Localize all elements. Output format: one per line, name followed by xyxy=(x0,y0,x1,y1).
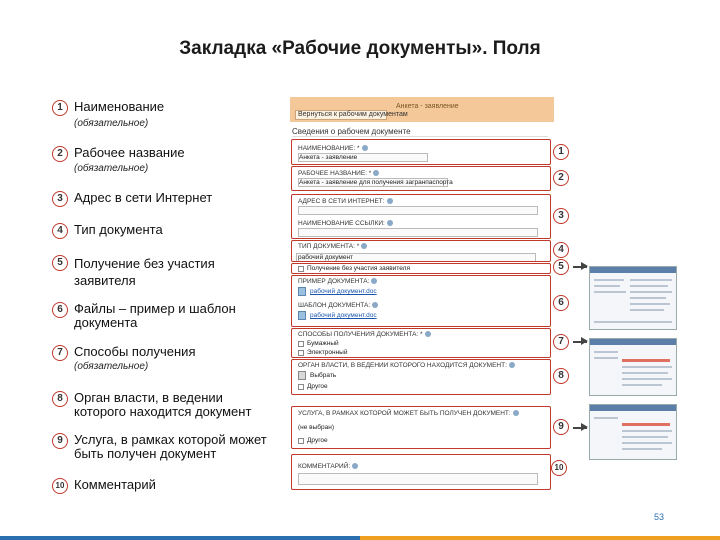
list-item-note: (обязательное) xyxy=(74,118,149,129)
name-value: Анкета - заявление xyxy=(299,154,358,161)
file-dialog-thumbnail xyxy=(589,266,677,330)
list-item-label: Услуга, в рамках которой может быть получен документ xyxy=(74,432,267,461)
work-name-value: Анкета - заявление для получения загранпаспорта xyxy=(299,179,453,186)
list-item-label: Способы получения xyxy=(74,344,196,359)
paper-method-label: Бумажный xyxy=(307,340,339,347)
marker-badge: 8 xyxy=(553,368,569,384)
url-name-field-label: НАИМЕНОВАНИЕ ССЫЛКИ: xyxy=(298,220,393,227)
service-dialog-thumbnail xyxy=(589,404,677,460)
highlight-box-8 xyxy=(291,359,551,395)
service-field-label: УСЛУГА, В РАМКАХ КОТОРОЙ МОЖЕТ БЫТЬ ПОЛУЧЕН ДОКУМЕНТ: xyxy=(298,410,519,417)
number-badge: 6 xyxy=(52,302,68,318)
list-item-label: Адрес в сети Интернет xyxy=(74,190,213,205)
marker-badge: 3 xyxy=(553,208,569,224)
slide-title: Закладка «Рабочие документы». Поля xyxy=(179,38,541,59)
page-number: 53 xyxy=(653,512,664,522)
name-field-label: НАИМЕНОВАНИЕ: * xyxy=(298,145,368,152)
marker-badge: 6 xyxy=(553,295,569,311)
breadcrumb: Анкета - заявление xyxy=(396,103,459,110)
highlight-box-10 xyxy=(291,454,551,490)
list-item-note: (обязательное) xyxy=(74,163,149,174)
authority-dialog-thumbnail xyxy=(589,338,677,396)
type-value: рабочий документ xyxy=(298,254,354,261)
number-badge: 1 xyxy=(52,100,68,116)
number-badge: 7 xyxy=(52,345,68,361)
footer-stripe xyxy=(0,536,720,540)
electronic-method-label: Электронный xyxy=(307,349,348,356)
url-field-label: АДРЕС В СЕТИ ИНТЕРНЕТ: xyxy=(298,198,393,205)
marker-badge: 5 xyxy=(553,259,569,275)
work-name-field-label: РАБОЧЕЕ НАЗВАНИЕ: * xyxy=(298,170,379,177)
list-item-note: (обязательное) xyxy=(74,361,149,372)
marker-badge: 10 xyxy=(551,460,567,476)
marker-badge: 9 xyxy=(553,419,569,435)
marker-badge: 1 xyxy=(553,144,569,160)
service-other-label: Другое xyxy=(307,437,328,444)
list-item-label: Наименование xyxy=(74,99,165,114)
comment-field-label: КОММЕНТАРИЙ: xyxy=(298,463,358,470)
number-badge: 4 xyxy=(52,223,68,239)
number-badge: 10 xyxy=(52,478,68,494)
marker-badge: 2 xyxy=(553,170,569,186)
type-field-label: ТИП ДОКУМЕНТА: * xyxy=(298,243,367,250)
list-item-label: Орган власти, в ведении которого находится документ xyxy=(74,390,252,419)
highlight-box-6 xyxy=(291,275,551,327)
marker-badge: 7 xyxy=(553,334,569,350)
number-badge: 8 xyxy=(52,391,68,407)
arrow xyxy=(573,341,587,343)
methods-field-label: СПОСОБЫ ПОЛУЧЕНИЯ ДОКУМЕНТА: * xyxy=(298,331,431,338)
authority-field-label: ОРГАН ВЛАСТИ, В ВЕДЕНИИ КОТОРОГО НАХОДИТСЯ ДОКУМЕНТ: xyxy=(298,362,515,369)
template-field-label: ШАБЛОН ДОКУМЕНТА: xyxy=(298,302,378,309)
highlight-box-3 xyxy=(291,194,551,239)
number-badge: 9 xyxy=(52,433,68,449)
list-item-label: Рабочее название xyxy=(74,145,185,160)
list-item-label: Получение без участия заявителя xyxy=(74,256,215,288)
authority-select-button[interactable]: Выбрать xyxy=(310,372,337,379)
back-to-documents-button[interactable]: Вернуться к рабочим документам xyxy=(295,110,387,120)
arrow xyxy=(573,266,587,268)
section-title: Сведения о рабочем документе xyxy=(292,127,411,136)
service-value[interactable]: (не выбран) xyxy=(298,424,335,431)
number-badge: 5 xyxy=(52,255,68,271)
highlight-box-7 xyxy=(291,328,551,358)
list-item-label: Тип документа xyxy=(74,222,163,237)
number-badge: 3 xyxy=(52,191,68,207)
example-file-link[interactable]: рабочий документ.doc xyxy=(310,288,377,295)
template-file-link[interactable]: рабочий документ.doc xyxy=(310,312,377,319)
highlight-box-5 xyxy=(291,263,551,274)
highlight-box-1 xyxy=(291,139,551,165)
number-badge: 2 xyxy=(52,146,68,162)
no-applicant-label: Получение без участия заявителя xyxy=(307,265,410,272)
list-item-label: Файлы – пример и шаблон документа xyxy=(74,301,236,330)
arrow xyxy=(573,427,587,429)
divider xyxy=(292,136,548,137)
marker-badge: 4 xyxy=(553,242,569,258)
highlight-box-9 xyxy=(291,406,551,449)
highlight-box-4 xyxy=(291,240,551,262)
highlight-box-2 xyxy=(291,166,551,191)
list-item-label: Комментарий xyxy=(74,477,156,492)
authority-other-label: Другое xyxy=(307,383,328,390)
example-field-label: ПРИМЕР ДОКУМЕНТА: xyxy=(298,278,377,285)
